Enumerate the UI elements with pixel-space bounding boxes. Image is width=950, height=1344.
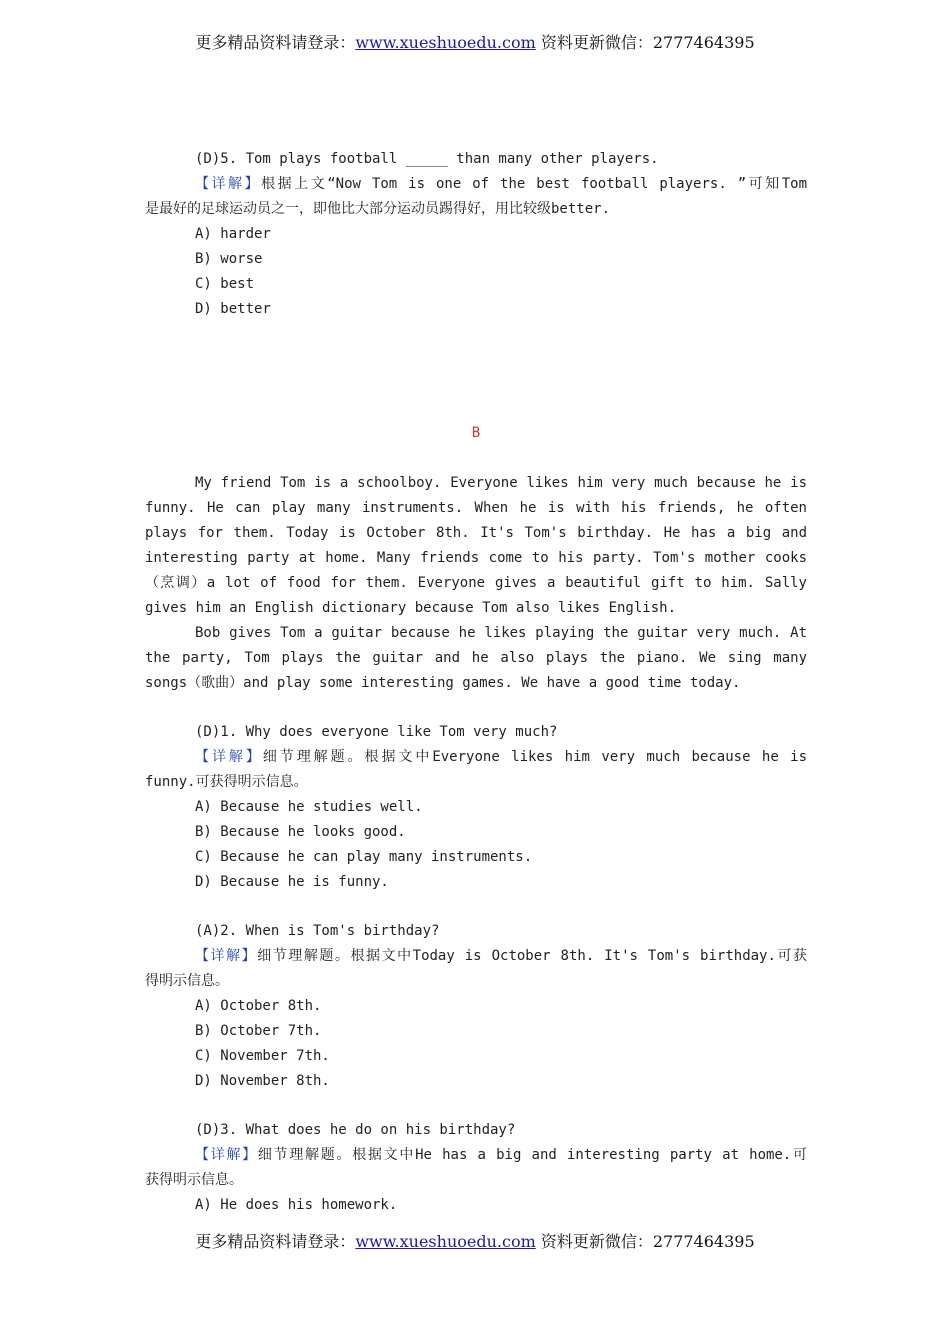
option: B) Because he looks good. [195,824,406,840]
page-header [0,30,950,53]
explanation-line: 【详解】细节理解题。根据文中Today is October 8th. It's Tom's birthday.可获 [195,948,807,964]
option: D) better [195,301,271,317]
option: D) Because he is funny. [195,874,389,890]
passage-line: My friend Tom is a schoolboy. Everyone likes him very much because he is [195,475,807,491]
header-suffix: 资料更新微信：2777464395 [535,33,755,52]
footer-suffix: 资料更新微信：2777464395 [535,1232,755,1251]
option: B) October 7th. [195,1023,322,1039]
explanation-line: 是最好的足球运动员之一，即他比大部分运动员踢得好，用比较级better. [145,201,610,217]
footer-link[interactable]: www.xueshuoedu.com [355,1232,536,1251]
option: A) He does his homework. [195,1197,398,1213]
header-prefix: 更多精品资料请登录： [195,33,356,52]
passage-line: Bob gives Tom a guitar because he likes playing the guitar very much. At [195,625,807,641]
option: A) Because he studies well. [195,799,423,815]
passage-line: funny. He can play many instruments. When he is with his friends, he often [145,500,807,516]
option: C) November 7th. [195,1048,330,1064]
explanation-tag: 【详解】 [195,749,263,765]
option: A) harder [195,226,271,242]
explanation-line: 得明示信息。 [145,973,229,989]
explanation-tag: 【详解】 [195,1147,258,1163]
option: A) October 8th. [195,998,322,1014]
option: C) Because he can play many instruments. [195,849,533,865]
page-footer [0,1229,950,1252]
footer-prefix: 更多精品资料请登录： [195,1232,356,1251]
passage-line: songs（歌曲）and play some interesting games. We have a good time today. [145,675,741,691]
question-stem: (D)5. Tom plays football _____ than many other players. [195,151,659,167]
passage-line: interesting party at home. Many friends come to his party. Tom's mother cooks [145,550,807,566]
explanation-line: 获得明示信息。 [145,1172,243,1188]
option: B) worse [195,251,263,267]
explanation-tag: 【详解】 [195,176,262,192]
option: C) best [195,276,255,292]
question-stem: (A)2. When is Tom's birthday? [195,923,440,939]
question-stem: (D)3. What does he do on his birthday? [195,1122,516,1138]
section-label: B [471,425,481,441]
explanation-line: 【详解】细节理解题。根据文中Everyone likes him very much because he is [195,749,807,765]
explanation-line: 【详解】根据上文“Now Tom is one of the best football players. ”可知Tom [195,176,808,192]
question-stem: (D)1. Why does everyone like Tom very much? [195,724,558,740]
passage-line: gives him an English dictionary because Tom also likes English. [145,600,677,616]
passage-line: plays for them. Today is October 8th. It's Tom's birthday. He has a big and [145,525,807,541]
header-link[interactable]: www.xueshuoedu.com [355,33,536,52]
passage-line: （烹调）a lot of food for them. Everyone gives a beautiful gift to him. Sally [145,575,807,591]
explanation-line: 【详解】细节理解题。根据文中He has a big and interesting party at home.可 [195,1147,808,1163]
passage-line: the party, Tom plays the guitar and he also plays the piano. We sing many [145,650,807,666]
explanation-line: funny.可获得明示信息。 [145,774,308,790]
explanation-tag: 【详解】 [195,948,258,964]
option: D) November 8th. [195,1073,330,1089]
